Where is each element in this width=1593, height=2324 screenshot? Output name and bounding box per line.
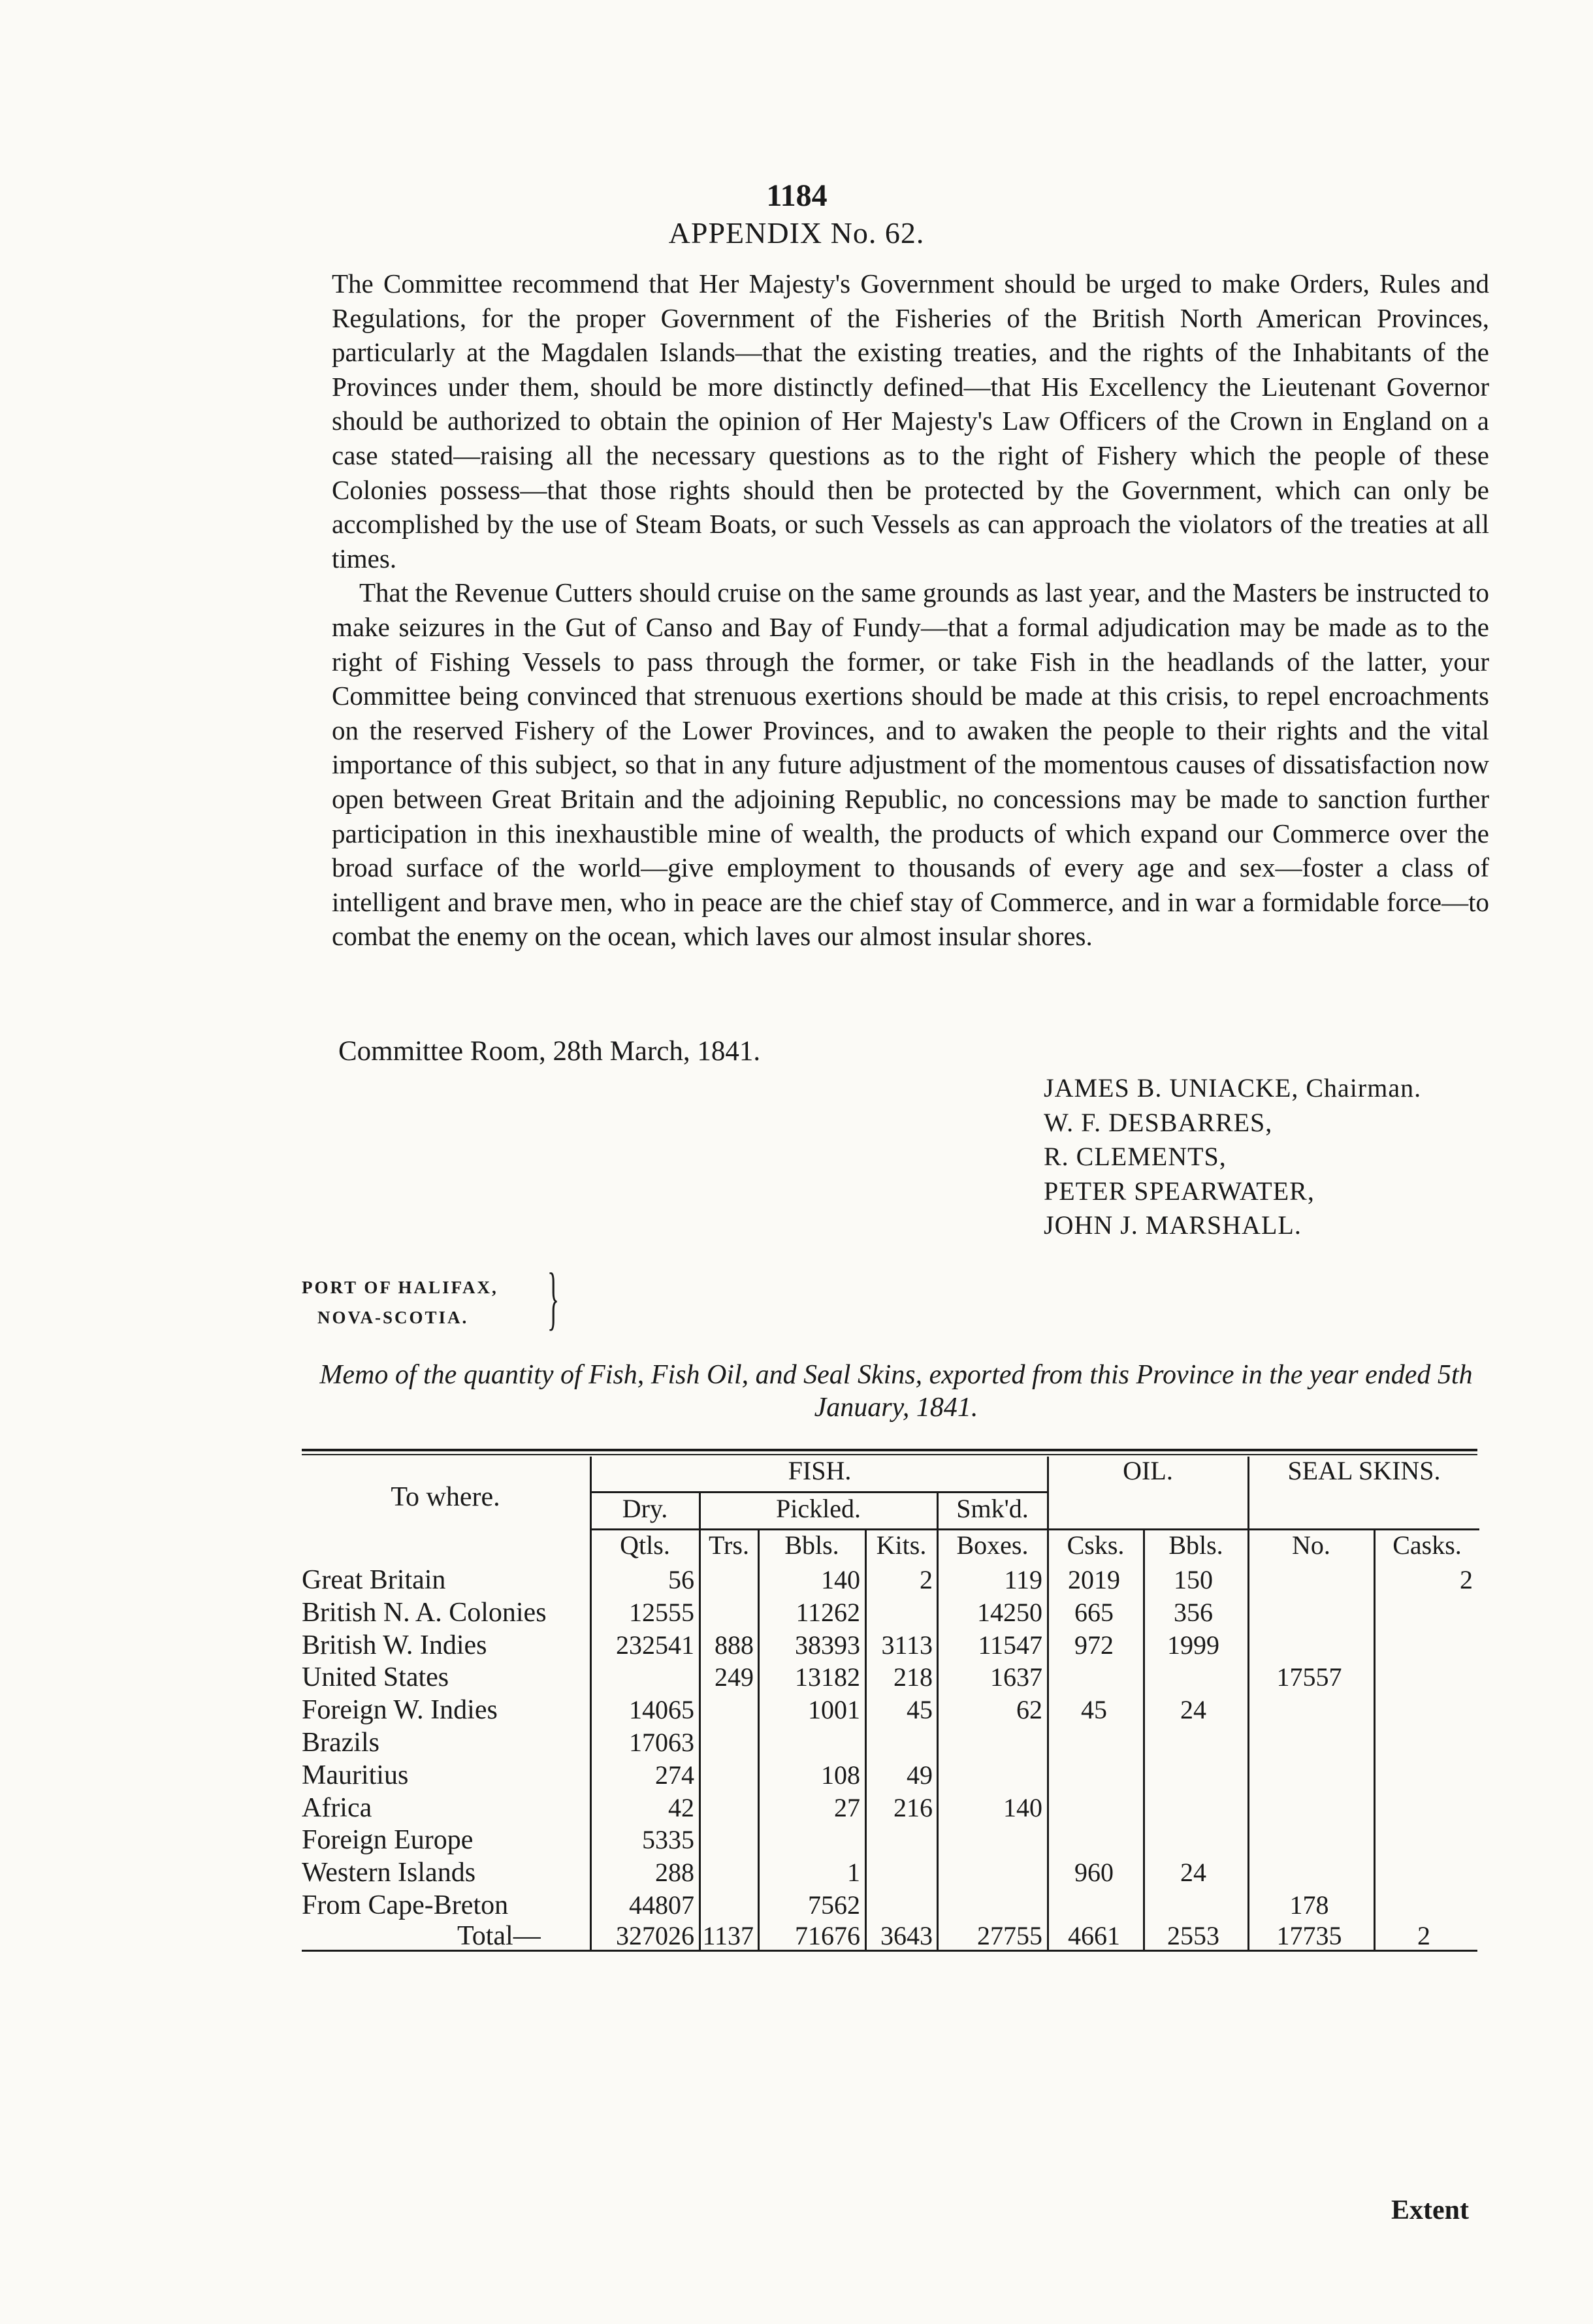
- table-cell: 216: [893, 1793, 933, 1822]
- table-cell: 13182: [795, 1662, 860, 1692]
- unit-header: Kits.: [876, 1530, 927, 1560]
- table-cell: 42: [668, 1793, 694, 1822]
- table-cell: 150: [1174, 1565, 1213, 1594]
- table-cell: 17063: [629, 1728, 694, 1757]
- appendix-title: APPENDIX No. 62.: [668, 216, 925, 250]
- signature-line: PETER SPEARWATER,: [1044, 1176, 1315, 1206]
- paragraph-1: The Committee recommend that Her Majesty's Government should be urged to make Orders, Rules and Regulations, for the proper Government of the Fisheries of the British North American Provinces, particularly at the Magdalen Islands—that the existing treaties, and the rights of the Inhabitants of the Provinces under them, should be more distinctly defined—that His Excellency the Lieutenant Governor should be authorized to obtain the opinion of Her Majesty's Law Officers of the Crown in England on a case stated—raising all the necessary questions as to the right of Fishery which the people of these Colonies possess—that those rights should then be protected by the Government, which can only be accomplished by the use of Steam Boats, or such Vessels as can approach the violators of the treaties at all times.: [332, 268, 1489, 573]
- header-dry: Dry.: [622, 1494, 668, 1523]
- total-cell: 4661: [1068, 1921, 1120, 1950]
- table-row-label: Brazils: [302, 1728, 379, 1758]
- page-number: 1184: [766, 178, 828, 213]
- unit-header: Qtls.: [620, 1530, 670, 1560]
- table-cell: 140: [1003, 1793, 1042, 1822]
- table-cell: 3113: [881, 1630, 933, 1660]
- table-cell: 56: [668, 1565, 694, 1594]
- total-cell: 2: [1417, 1921, 1430, 1950]
- total-cell: 1137: [702, 1921, 754, 1950]
- table-cell: 49: [907, 1760, 933, 1790]
- header-to-where: To where.: [391, 1482, 500, 1512]
- signature-line: JOHN J. MARSHALL.: [1044, 1210, 1302, 1240]
- total-cell: 327026: [616, 1921, 694, 1950]
- table-cell: 7562: [808, 1890, 860, 1920]
- table-row-label: Africa: [302, 1793, 372, 1823]
- table-cell: 888: [715, 1630, 754, 1660]
- header-fish: FISH.: [788, 1456, 852, 1485]
- unit-header: Csks.: [1067, 1530, 1125, 1560]
- table-cell: 44807: [629, 1890, 694, 1920]
- table-top-rule: [302, 1449, 1477, 1451]
- memo-title: Memo of the quantity of Fish, Fish Oil, and Seal Skins, exported from this Province in the year ended 5th January, 1841.: [319, 1360, 1473, 1423]
- table-cell: 1999: [1167, 1630, 1219, 1660]
- table-cell: 45: [1081, 1695, 1107, 1724]
- table-cell: 108: [821, 1760, 860, 1790]
- table-cell: 17557: [1276, 1662, 1342, 1692]
- signature-block: [1044, 1071, 1421, 1243]
- table-cell: 11262: [796, 1598, 860, 1627]
- table-cell: 45: [907, 1695, 933, 1724]
- table-cell: 1: [847, 1858, 860, 1887]
- table-cell: 288: [655, 1858, 694, 1887]
- total-cell: 2553: [1167, 1921, 1219, 1950]
- table-row-label: Great Britain: [302, 1565, 446, 1595]
- brace-glyph: }: [547, 1259, 560, 1337]
- table-cell: 972: [1074, 1630, 1114, 1660]
- header-seal-skins: SEAL SKINS.: [1287, 1456, 1441, 1485]
- total-cell: 71676: [795, 1921, 860, 1950]
- table-row-label: Western Islands: [302, 1858, 476, 1888]
- table-row-label: British W. Indies: [302, 1630, 487, 1660]
- table-row-label: British N. A. Colonies: [302, 1598, 547, 1628]
- body-text: [332, 266, 1489, 954]
- table-cell: 1637: [990, 1662, 1042, 1692]
- port-line-1: PORT OF HALIFAX,: [302, 1278, 498, 1297]
- table-cell: 1001: [808, 1695, 860, 1724]
- table-cell: 24: [1180, 1858, 1206, 1887]
- signature-line: W. F. DESBARRES,: [1044, 1107, 1273, 1137]
- table-cell: 2: [1460, 1565, 1473, 1594]
- table-cell: 11547: [978, 1630, 1042, 1660]
- signature-line: JAMES B. UNIACKE, Chairman.: [1044, 1073, 1422, 1103]
- table-cell: 356: [1174, 1598, 1213, 1627]
- table-cell: 665: [1074, 1598, 1114, 1627]
- table-cell: 24: [1180, 1695, 1206, 1724]
- unit-header: Trs.: [709, 1530, 749, 1560]
- table-cell: 5335: [642, 1825, 694, 1854]
- committee-room-date: Committee Room, 28th March, 1841.: [338, 1036, 761, 1067]
- header-pickled: Pickled.: [776, 1494, 861, 1523]
- table-row-label: Foreign W. Indies: [302, 1695, 498, 1725]
- table-cell: 2019: [1068, 1565, 1120, 1594]
- table-row-label: Mauritius: [302, 1760, 409, 1790]
- table-cell: 218: [893, 1662, 933, 1692]
- table-cell: 119: [1004, 1565, 1042, 1594]
- port-line-2: NOVA-SCOTIA.: [317, 1308, 469, 1327]
- unit-header: Bbls.: [784, 1530, 839, 1560]
- table-cell: 232541: [616, 1630, 694, 1660]
- table-row-label: United States: [302, 1662, 449, 1692]
- table-cell: 178: [1289, 1890, 1329, 1920]
- unit-header: Casks.: [1392, 1530, 1462, 1560]
- paragraph-2: That the Revenue Cutters should cruise on the same grounds as last year, and the Masters be instructed to make seizures in the Gut of Canso and Bay of Fundy—that a formal adjudication may be made as to the right of Fishing Vessels to pass through the former, or take Fish in the headlands of the latter, your Committee being convinced that strenuous exertions should be made at this crisis, to repel encroachments on the reserved Fishery of the Lower Provinces, and to awaken the people to their rights and the vital importance of this subject, so that in any future adjustment of the momentous causes of dissatisfaction now open between Great Britain and the adjoining Republic, no concessions may be made to sanction further participation in this inexhaustible mine of wealth, the products of which expand our Commerce over the broad surface of the world—give employment to thousands of every age and sex—foster a class of intelligent and brave men, who in peace are the chief stay of Commerce, and in war a formidable force—to combat the enemy on the ocean, which laves our almost insular shores.: [332, 577, 1489, 952]
- column-rule: [699, 1493, 701, 1950]
- total-cell: 3643: [880, 1921, 933, 1950]
- table-cell: 2: [920, 1565, 933, 1594]
- unit-header: Boxes.: [956, 1530, 1029, 1560]
- total-label: Total—: [457, 1921, 541, 1951]
- table-cell: 960: [1074, 1858, 1114, 1887]
- table-cell: 249: [715, 1662, 754, 1692]
- table-row-label: Foreign Europe: [302, 1825, 474, 1855]
- table-cell: 140: [821, 1565, 860, 1594]
- table-cell: 62: [1016, 1695, 1042, 1724]
- table-cell: 12555: [629, 1598, 694, 1627]
- total-cell: 27755: [977, 1921, 1042, 1950]
- table-cell: 27: [834, 1793, 860, 1822]
- table-cell: 14065: [629, 1695, 694, 1724]
- header-oil: OIL.: [1123, 1456, 1173, 1485]
- table-cell: 14250: [977, 1598, 1042, 1627]
- total-cell: 17735: [1276, 1921, 1342, 1950]
- header-smoked: Smk'd.: [956, 1494, 1029, 1523]
- signature-line: R. CLEMENTS,: [1044, 1142, 1227, 1171]
- unit-header: No.: [1292, 1530, 1330, 1560]
- table-cell: 38393: [795, 1630, 860, 1660]
- unit-header: Bbls.: [1168, 1530, 1223, 1560]
- catchword: Extent: [1391, 2195, 1469, 2225]
- table-cell: 274: [655, 1760, 694, 1790]
- table-row-label: From Cape-Breton: [302, 1890, 509, 1920]
- port-heading: [302, 1272, 498, 1332]
